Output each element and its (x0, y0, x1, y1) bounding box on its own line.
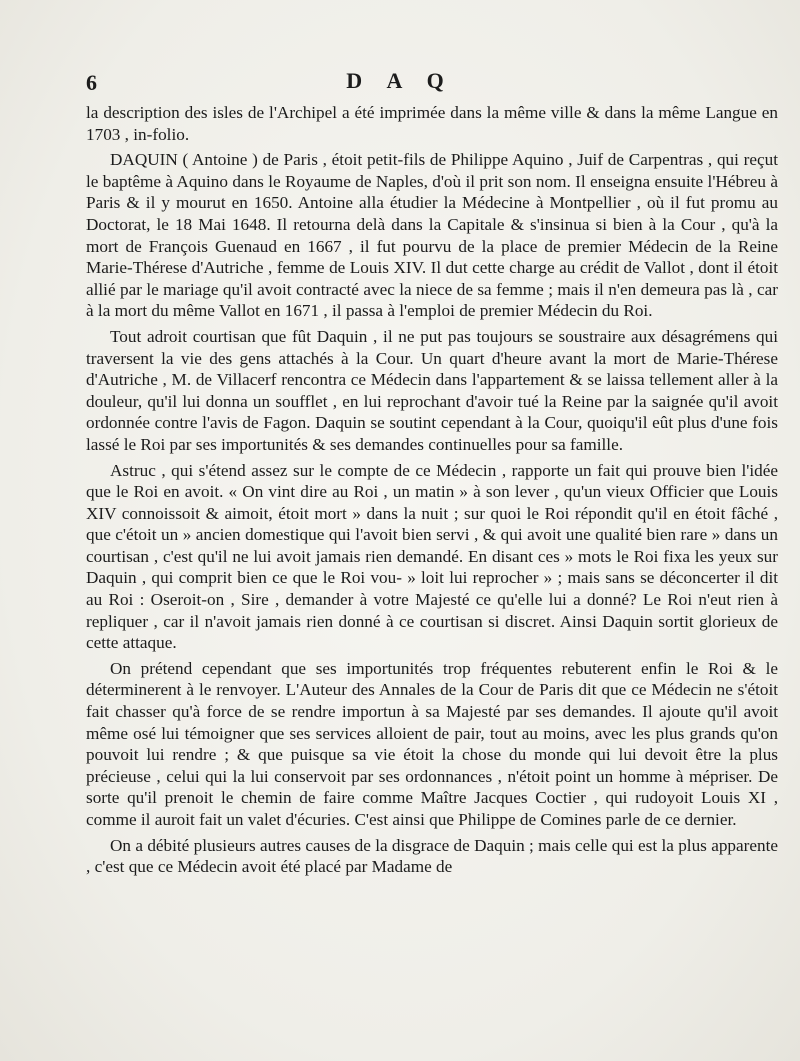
paragraph-2: DAQUIN ( Antoine ) de Paris , étoit petit-fils de Philippe Aquino , Juif de Carpentras , qui reçut le baptême à Aquino dans le Royaume de Naples, d'où il prit son nom. Il enseigna ensuite l'Hébreu à Paris & il y mourut en 1650. Antoine alla étudier la Médecine à Montpellier , où il fut promu au Doctorat, le 18 Mai 1648. Il retourna delà dans la Capitale & s'insinua si bien à la Cour , qu'à la mort de François Guenaud en 1667 , il fut pourvu de la place de premier Médecin de la Reine Marie-Thérese d'Autriche , femme de Louis XIV. Il dut cette charge au crédit de Vallot , dont il étoit allié par le mariage qu'il avoit contracté avec la niece de sa femme ; mais il n'en demeura pas là , car à la mort du même Vallot en 1671 , il passa à l'emploi de premier Médecin du Roi. (86, 150, 778, 321)
running-title: D A Q (346, 68, 454, 93)
page-number: 6 (86, 70, 97, 95)
paragraph-4: Astruc , qui s'étend assez sur le compte de ce Médecin , rapporte un fait qui prouve bien l'idée que le Roi en avoit. « On vint dire au Roi , un matin » à son lever , qu'un vieux Officier que Louis XIV connoissoit & aimoit, étoit mort » dans la nuit ; sur quoi le Roi répondit qu'il en étoit fâché , que c'étoit un » ancien domestique qui l'avoit bien servi , & qui avoit une qualité bien rare » dans un courtisan , c'est qu'il ne lui avoit jamais rien demandé. En disant ces » mots le Roi fixa les yeux sur Daquin , qui comprit bien ce que le Roi vou- » loit lui reprocher » ; mais sans se déconcerter il dit au Roi : Oseroit-on , Sire , demander à votre Majesté ce qu'elle lui a donné? Le Roi n'eut rien à repliquer , car il n'avoit jamais rien donné à ce courtisan si discret. Ainsi Daquin sortit glorieux de cette attaque. (86, 460, 778, 653)
paragraph-1: la description des isles de l'Archipel a été imprimée dans la même ville & dans la même Langue en 1703 , in-folio. (86, 103, 778, 144)
body-text (86, 102, 778, 882)
paragraph-5: On prétend cependant que ses importunités trop fréquentes rebuterent enfin le Roi & le déterminerent à le renvoyer. L'Auteur des Annales de la Cour de Paris dit que ce Médecin ne s'étoit fait chasser qu'à force de se rendre importun à sa Majesté par ses demandes. Il ajoute qu'il avoit même osé lui témoigner que ses services alloient de pair, tout au moins, avec les plus grands qu'on pouvoit lui rendre ; & que puisque sa vie étoit la chose du monde qui lui devoit être la plus précieuse , celui qui la lui conservoit par ses ordonnances , n'étoit point un homme à mépriser. De sorte qu'il prenoit le chemin de faire comme Maître Jacques Coctier , qui rudoyoit Louis XI , comme il auroit fait un valet d'écuries. C'est ainsi que Philippe de Comines parle de ce dernier. (86, 658, 778, 829)
paragraph-3: Tout adroit courtisan que fût Daquin , il ne put pas toujours se soustraire aux désagrémens qui traversent la vie des gens attachés à la Cour. Un quart d'heure avant la mort de Marie-Thérese d'Autriche , M. de Villacerf rencontra ce Médecin dans l'appartement & se laissa tellement aller à la douleur, qu'il lui donna un soufflet , en lui reprochant d'avoir tué la Reine par la saignée qu'il avoit ordonnée contre l'avis de Fagon. Daquin se soutint cependant à la Cour, quoiqu'il eût plus d'une fois lassé le Roi par ses importunités & ses demandes continuelles pour sa famille. (86, 326, 778, 454)
paragraph-6: On a débité plusieurs autres causes de la disgrace de Daquin ; mais celle qui est la plus apparente , c'est que ce Médecin avoit été placé par Madame de (86, 835, 778, 877)
